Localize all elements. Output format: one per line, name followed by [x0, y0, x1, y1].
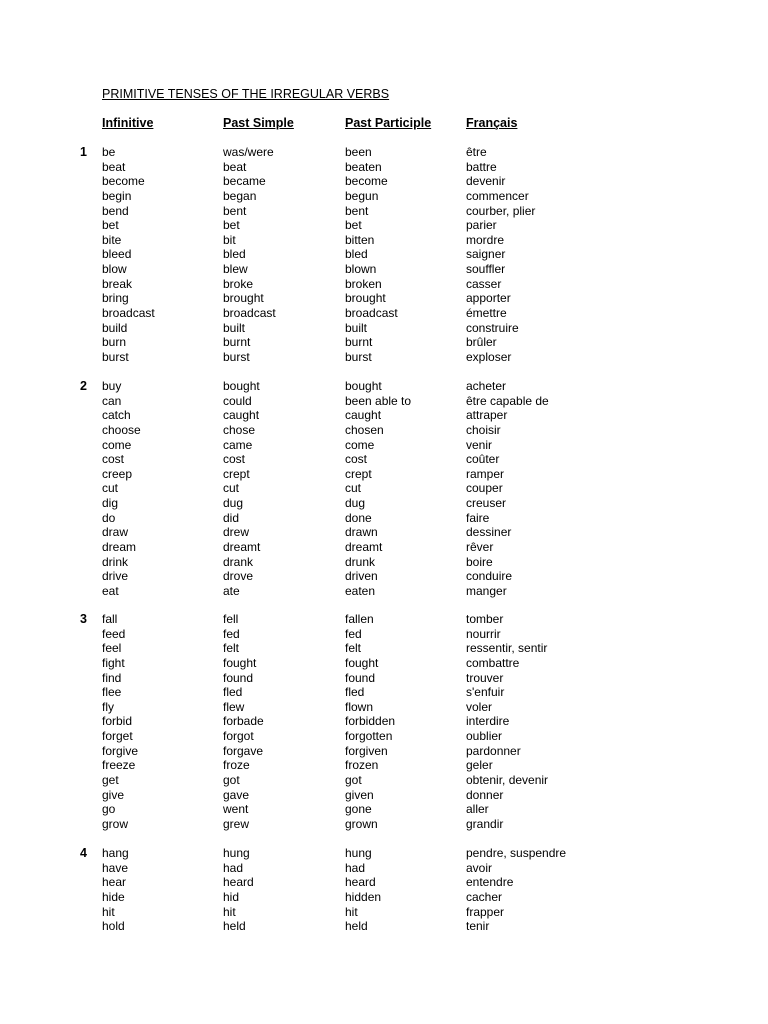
- verb-past-participle: forgotten: [345, 729, 393, 744]
- verb-group: [0, 846, 768, 934]
- verb-past-participle: begun: [345, 188, 379, 203]
- verb-row: [0, 656, 768, 671]
- verb-past-participle: frozen: [345, 758, 379, 773]
- verb-past-participle: dug: [345, 496, 366, 511]
- verb-past-simple: dug: [223, 496, 244, 511]
- verb-infinitive: forgive: [102, 743, 139, 758]
- verb-past-simple: forgot: [223, 729, 254, 744]
- verb-row: [0, 350, 768, 365]
- verb-infinitive: can: [102, 393, 122, 408]
- verb-francais: être: [466, 145, 487, 159]
- verb-past-participle: given: [345, 787, 374, 802]
- verb-infinitive: fall: [102, 612, 118, 626]
- verb-past-participle: cut: [345, 481, 362, 496]
- verb-francais: frapper: [466, 904, 505, 919]
- verb-infinitive: bend: [102, 203, 129, 218]
- verb-past-simple: cost: [223, 452, 246, 467]
- verb-row: [0, 321, 768, 336]
- verb-francais: brûler: [466, 335, 497, 350]
- verb-past-participle: forgiven: [345, 743, 388, 758]
- verb-row: [0, 452, 768, 467]
- verb-past-simple: burnt: [223, 335, 251, 350]
- verb-past-simple: brought: [223, 291, 264, 306]
- verb-infinitive: become: [102, 174, 145, 189]
- verb-past-simple: flew: [223, 699, 245, 714]
- verb-row: [0, 277, 768, 292]
- verb-past-simple: hid: [223, 889, 240, 904]
- verb-infinitive: get: [102, 773, 119, 788]
- verb-row: [0, 744, 768, 759]
- verb-past-simple: forbade: [223, 714, 264, 729]
- verb-past-participle: eaten: [345, 583, 376, 598]
- verb-row: [0, 394, 768, 409]
- verb-row: [0, 540, 768, 555]
- verb-past-participle: cost: [345, 452, 368, 467]
- verb-infinitive: creep: [102, 466, 133, 481]
- verb-infinitive: drive: [102, 569, 129, 584]
- verb-past-simple: broke: [223, 276, 254, 291]
- verb-group: [0, 612, 768, 832]
- verb-past-participle: had: [345, 860, 366, 875]
- verb-past-simple: drank: [223, 554, 254, 569]
- header-infinitive: Infinitive: [102, 116, 154, 130]
- verb-past-simple: crept: [223, 466, 250, 481]
- verb-past-simple: built: [223, 320, 246, 335]
- verb-row: [0, 671, 768, 686]
- verb-past-participle: found: [345, 670, 376, 685]
- verb-francais: creuser: [466, 496, 507, 511]
- verb-francais: geler: [466, 758, 493, 773]
- verb-past-simple: became: [223, 174, 266, 189]
- verb-row: [0, 218, 768, 233]
- verb-past-participle: bent: [345, 203, 369, 218]
- verb-row: [0, 438, 768, 453]
- verb-past-simple: hit: [223, 904, 236, 919]
- verb-row: [0, 714, 768, 729]
- verb-francais: pendre, suspendre: [466, 846, 567, 860]
- verb-infinitive: have: [102, 860, 129, 875]
- verb-row: [0, 204, 768, 219]
- verb-row: [0, 247, 768, 262]
- verb-past-simple: chose: [223, 422, 256, 437]
- verb-past-simple: drew: [223, 525, 250, 540]
- verb-row: [0, 700, 768, 715]
- verb-infinitive: bleed: [102, 247, 132, 262]
- verb-infinitive: do: [102, 510, 116, 525]
- verb-francais: conduire: [466, 569, 513, 584]
- verb-francais: être capable de: [466, 393, 549, 408]
- verb-francais: aller: [466, 802, 489, 817]
- verb-past-participle: fought: [345, 655, 379, 670]
- verb-past-participle: got: [345, 773, 362, 788]
- verb-francais: exploser: [466, 349, 512, 364]
- verb-infinitive: burn: [102, 335, 127, 350]
- verb-past-simple: grew: [223, 816, 250, 831]
- verb-past-participle: brought: [345, 291, 386, 306]
- verb-infinitive: forget: [102, 729, 133, 744]
- verb-row: [0, 481, 768, 496]
- verb-row: [0, 145, 768, 160]
- verb-francais: voler: [466, 699, 493, 714]
- verb-infinitive: build: [102, 320, 128, 335]
- verb-infinitive: bite: [102, 232, 122, 247]
- verb-row: [0, 496, 768, 511]
- verb-row: [0, 511, 768, 526]
- verb-francais: parier: [466, 218, 497, 233]
- verb-infinitive: catch: [102, 408, 131, 423]
- verb-past-participle: flown: [345, 699, 374, 714]
- verb-francais: donner: [466, 787, 504, 802]
- verb-francais: dessiner: [466, 525, 512, 540]
- verb-francais: ressentir, sentir: [466, 641, 548, 656]
- verb-past-participle: blown: [345, 262, 377, 277]
- verb-francais: s'enfuir: [466, 685, 505, 700]
- verb-past-simple: hung: [223, 846, 250, 860]
- verb-infinitive: break: [102, 276, 133, 291]
- verb-francais: entendre: [466, 875, 514, 890]
- verb-past-simple: bled: [223, 247, 246, 262]
- verb-past-participle: built: [345, 320, 368, 335]
- verb-francais: avoir: [466, 860, 493, 875]
- verb-past-participle: grown: [345, 816, 378, 831]
- verb-past-simple: held: [223, 919, 246, 934]
- verb-row: [0, 174, 768, 189]
- verb-francais: tomber: [466, 612, 504, 626]
- verb-past-simple: did: [223, 510, 240, 525]
- verb-past-simple: fought: [223, 655, 257, 670]
- verb-past-participle: burst: [345, 349, 372, 364]
- verb-infinitive: feed: [102, 626, 126, 641]
- verb-row: [0, 627, 768, 642]
- verb-infinitive: cost: [102, 452, 125, 467]
- verb-past-participle: broadcast: [345, 306, 398, 321]
- verb-row: [0, 685, 768, 700]
- verb-infinitive: cut: [102, 481, 119, 496]
- verb-row: [0, 875, 768, 890]
- verb-group: [0, 145, 768, 365]
- verb-infinitive: go: [102, 802, 116, 817]
- verb-group: [0, 379, 768, 599]
- verb-past-simple: fed: [223, 626, 240, 641]
- verb-infinitive: draw: [102, 525, 129, 540]
- verb-row: [0, 802, 768, 817]
- verb-infinitive: hang: [102, 846, 129, 860]
- verb-francais: tenir: [466, 919, 490, 934]
- verb-infinitive: dig: [102, 496, 119, 511]
- verb-past-simple: dreamt: [223, 540, 261, 555]
- verb-past-simple: ate: [223, 583, 240, 598]
- verb-infinitive: beat: [102, 159, 126, 174]
- verb-row: [0, 467, 768, 482]
- document-title: PRIMITIVE TENSES OF THE IRREGULAR VERBS: [102, 87, 390, 101]
- verb-past-participle: hung: [345, 846, 372, 860]
- verb-infinitive: bet: [102, 218, 119, 233]
- verb-past-participle: been: [345, 145, 372, 159]
- verb-row: [0, 905, 768, 920]
- verb-francais: couper: [466, 481, 503, 496]
- verb-infinitive: choose: [102, 422, 141, 437]
- verb-infinitive: drink: [102, 554, 129, 569]
- verb-past-simple: blew: [223, 262, 248, 277]
- verb-francais: apporter: [466, 291, 511, 306]
- verb-past-simple: burst: [223, 349, 250, 364]
- verb-past-simple: broadcast: [223, 306, 276, 321]
- verb-past-participle: drawn: [345, 525, 378, 540]
- verb-row: [0, 919, 768, 934]
- verb-francais: battre: [466, 159, 497, 174]
- verb-past-participle: hidden: [345, 889, 382, 904]
- verb-infinitive: fly: [102, 699, 114, 714]
- verb-infinitive: flee: [102, 685, 122, 700]
- verb-past-simple: got: [223, 773, 240, 788]
- verb-infinitive: buy: [102, 379, 122, 393]
- verb-past-simple: beat: [223, 159, 247, 174]
- verb-infinitive: dream: [102, 540, 137, 555]
- verb-infinitive: blow: [102, 262, 127, 277]
- verb-row: [0, 408, 768, 423]
- group-number: 1: [80, 145, 87, 159]
- verb-past-simple: cut: [223, 481, 240, 496]
- verb-infinitive: be: [102, 145, 116, 159]
- verb-francais: boire: [466, 554, 493, 569]
- verb-past-participle: bled: [345, 247, 368, 262]
- verb-row: [0, 306, 768, 321]
- verb-row: [0, 890, 768, 905]
- verb-row: [0, 758, 768, 773]
- verb-row: [0, 861, 768, 876]
- verb-past-participle: crept: [345, 466, 372, 481]
- verb-past-simple: bet: [223, 218, 240, 233]
- verb-francais: combattre: [466, 655, 520, 670]
- verb-row: [0, 262, 768, 277]
- verb-row: [0, 641, 768, 656]
- verb-francais: attraper: [466, 408, 508, 423]
- verb-past-simple: could: [223, 393, 252, 408]
- verb-row: [0, 569, 768, 584]
- verb-row: [0, 817, 768, 832]
- verb-past-participle: fed: [345, 626, 362, 641]
- verb-past-simple: gave: [223, 787, 250, 802]
- header-past-participle: Past Participle: [345, 116, 432, 130]
- verb-infinitive: come: [102, 437, 132, 452]
- verb-row: [0, 729, 768, 744]
- verb-past-participle: beaten: [345, 159, 382, 174]
- verb-francais: souffler: [466, 262, 506, 277]
- verb-francais: oublier: [466, 729, 503, 744]
- verb-francais: trouver: [466, 670, 504, 685]
- verb-past-simple: forgave: [223, 743, 264, 758]
- verb-past-simple: bought: [223, 379, 260, 393]
- verb-row: [0, 189, 768, 204]
- verb-past-participle: bought: [345, 379, 382, 393]
- verb-infinitive: hold: [102, 919, 125, 934]
- verb-row: [0, 612, 768, 627]
- verb-francais: ramper: [466, 466, 505, 481]
- verb-francais: saigner: [466, 247, 506, 262]
- verb-row: [0, 584, 768, 599]
- verb-row: [0, 555, 768, 570]
- verb-past-participle: done: [345, 510, 372, 525]
- verb-francais: venir: [466, 437, 493, 452]
- verb-past-simple: heard: [223, 875, 254, 890]
- verb-row: [0, 379, 768, 394]
- verb-past-participle: caught: [345, 408, 382, 423]
- verb-francais: faire: [466, 510, 490, 525]
- verb-past-simple: caught: [223, 408, 260, 423]
- verb-francais: rêver: [466, 540, 494, 555]
- verb-francais: manger: [466, 583, 507, 598]
- verb-francais: mordre: [466, 232, 505, 247]
- verb-past-participle: become: [345, 174, 388, 189]
- verb-past-participle: driven: [345, 569, 378, 584]
- verb-infinitive: forbid: [102, 714, 133, 729]
- verb-past-simple: found: [223, 670, 254, 685]
- verb-row: [0, 525, 768, 540]
- verb-francais: courber, plier: [466, 203, 536, 218]
- verb-past-simple: froze: [223, 758, 250, 773]
- verb-infinitive: find: [102, 670, 122, 685]
- verb-francais: choisir: [466, 422, 501, 437]
- verb-infinitive: broadcast: [102, 306, 155, 321]
- group-number: 2: [80, 379, 87, 393]
- verb-past-participle: broken: [345, 276, 382, 291]
- verb-past-participle: heard: [345, 875, 376, 890]
- verb-infinitive: bring: [102, 291, 129, 306]
- verb-past-simple: had: [223, 860, 244, 875]
- header-francais: Français: [466, 116, 518, 130]
- verb-francais: commencer: [466, 188, 529, 203]
- verb-francais: coûter: [466, 452, 500, 467]
- verb-francais: interdire: [466, 714, 510, 729]
- verb-row: [0, 291, 768, 306]
- verb-francais: acheter: [466, 379, 507, 393]
- verb-infinitive: hear: [102, 875, 127, 890]
- verb-francais: casser: [466, 276, 502, 291]
- verb-francais: construire: [466, 320, 519, 335]
- verb-infinitive: begin: [102, 188, 132, 203]
- verb-infinitive: freeze: [102, 758, 136, 773]
- verb-past-simple: fell: [223, 612, 239, 626]
- verb-infinitive: feel: [102, 641, 122, 656]
- verb-past-participle: drunk: [345, 554, 376, 569]
- verb-row: [0, 846, 768, 861]
- verb-row: [0, 423, 768, 438]
- verb-row: [0, 233, 768, 248]
- verb-infinitive: burst: [102, 349, 129, 364]
- verb-francais: nourrir: [466, 626, 501, 641]
- verb-past-participle: gone: [345, 802, 372, 817]
- verb-francais: émettre: [466, 306, 507, 321]
- verb-past-simple: felt: [223, 641, 240, 656]
- verb-past-participle: chosen: [345, 422, 384, 437]
- verb-past-participle: come: [345, 437, 375, 452]
- verb-past-participle: forbidden: [345, 714, 396, 729]
- verb-past-participle: dreamt: [345, 540, 383, 555]
- verb-past-simple: bit: [223, 232, 236, 247]
- verb-row: [0, 335, 768, 350]
- group-number: 4: [80, 846, 87, 860]
- verb-row: [0, 788, 768, 803]
- verb-past-simple: was/were: [223, 145, 274, 159]
- verb-infinitive: grow: [102, 816, 129, 831]
- verb-infinitive: eat: [102, 583, 119, 598]
- verb-past-participle: been able to: [345, 393, 412, 408]
- verb-past-simple: drove: [223, 569, 254, 584]
- verb-past-participle: fallen: [345, 612, 374, 626]
- group-number: 3: [80, 612, 87, 626]
- verb-past-participle: bitten: [345, 232, 375, 247]
- verb-past-simple: went: [223, 802, 249, 817]
- verb-past-simple: bent: [223, 203, 247, 218]
- verb-infinitive: fight: [102, 655, 125, 670]
- verb-past-simple: came: [223, 437, 253, 452]
- verb-row: [0, 160, 768, 175]
- verb-row: [0, 773, 768, 788]
- verb-past-participle: burnt: [345, 335, 373, 350]
- verb-francais: grandir: [466, 816, 504, 831]
- verb-past-participle: felt: [345, 641, 362, 656]
- header-past-simple: Past Simple: [223, 116, 294, 130]
- verb-past-simple: began: [223, 188, 257, 203]
- verb-francais: obtenir, devenir: [466, 773, 549, 788]
- verb-infinitive: give: [102, 787, 125, 802]
- verb-francais: devenir: [466, 174, 506, 189]
- verb-past-participle: held: [345, 919, 368, 934]
- verb-infinitive: hit: [102, 904, 115, 919]
- verb-infinitive: hide: [102, 889, 125, 904]
- verb-francais: pardonner: [466, 743, 521, 758]
- verb-past-simple: fled: [223, 685, 243, 700]
- verb-francais: cacher: [466, 889, 503, 904]
- verb-past-participle: hit: [345, 904, 358, 919]
- verb-past-participle: fled: [345, 685, 365, 700]
- verb-past-participle: bet: [345, 218, 362, 233]
